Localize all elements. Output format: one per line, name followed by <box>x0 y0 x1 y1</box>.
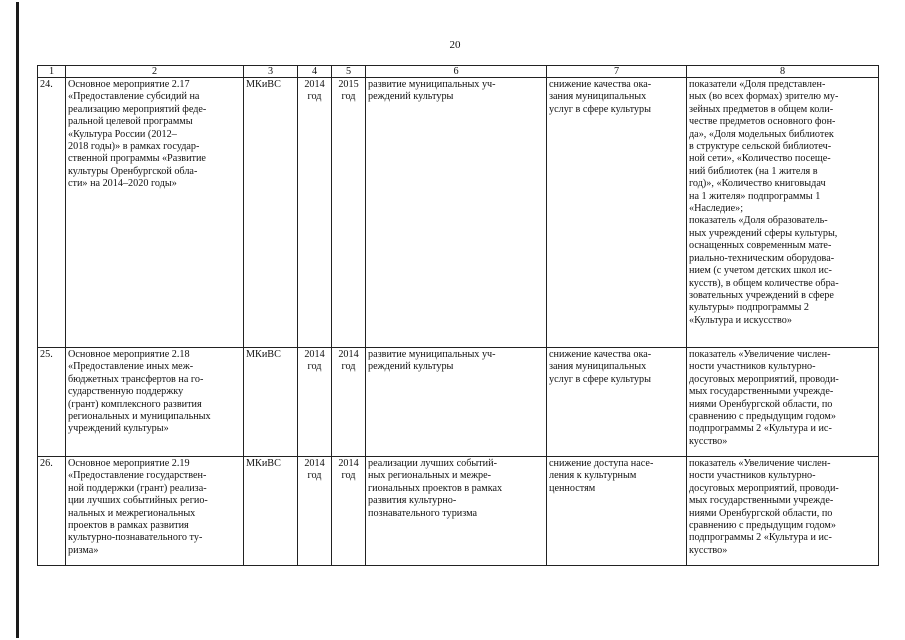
result-cell: развитие муниципальных уч- реждений культуры <box>366 78 547 348</box>
header-cell: 3 <box>244 66 298 78</box>
header-cell: 7 <box>547 66 687 78</box>
end-year-cell: 2015 год <box>332 78 366 348</box>
table-row <box>38 348 879 457</box>
header-cell: 6 <box>366 66 547 78</box>
table-header-row <box>38 66 879 78</box>
end-year-cell: 2014 год <box>332 348 366 457</box>
executor-cell: МКиВС <box>244 78 298 348</box>
row-number: 26. <box>38 457 66 566</box>
table-row <box>38 78 879 348</box>
event-cell: Основное мероприятие 2.19 «Предоставление государствен- ной поддержки (грант) реализа- ции лучших событийных регио- нальных и межрегиональных проектов в рамках развития культурно-познавательного ту- ризма» <box>66 457 244 566</box>
header-cell: 4 <box>298 66 332 78</box>
page-number: 20 <box>449 39 461 51</box>
executor-cell: МКиВС <box>244 348 298 457</box>
page-left-edge <box>16 2 19 638</box>
result-cell: реализации лучших событий- ных региональных и межре- гиональных проектов в рамках развития культурно- познавательного туризма <box>366 457 547 566</box>
table-row <box>38 457 879 566</box>
header-cell: 8 <box>687 66 879 78</box>
start-year-cell: 2014 год <box>298 348 332 457</box>
start-year-cell: 2014 год <box>298 457 332 566</box>
header-cell: 5 <box>332 66 366 78</box>
row-number: 24. <box>38 78 66 348</box>
result-cell: развитие муниципальных уч- реждений культуры <box>366 348 547 457</box>
indicators-cell: показатель «Увеличение числен- ности участников культурно- досуговых мероприятий, проводи- мых государственными учрежде- ниями Оренбургской области, по сравнению с предыдущим годом» подпрограммы 2 «Культура и ис- кусство» <box>687 348 879 457</box>
indicators-cell: показатель «Увеличение числен- ности участников культурно- досуговых мероприятий, проводи- мых государственными учрежде- ниями Оренбургской области, по сравнению с предыдущим годом» подпрограммы 2 «Культура и ис- кусство» <box>687 457 879 566</box>
indicators-cell: показатели «Доля представлен- ных (во всех формах) зрителю му- зейных предметов в общем коли- честве предметов основного фон- да», «Доля модельных библиотек в структуре сельской библиотеч- ной сети», «Количество посеще- ний библиотек (на 1 жителя в год)», «Количество книговыдач на 1 жителя» подпрограммы 1 «Наследие»; показатель «Доля образователь- ных учреждений сферы культуры, оснащенных современным мате- риально-техническим оборудова- нием (с учетом детских школ ис- кусств), в общем количестве обра- зовательных учреждений в сфере культуры» подпрограммы 2 «Культура и искусство» <box>687 78 879 348</box>
consequence-cell: снижение качества ока- зания муниципальных услуг в сфере культуры <box>547 78 687 348</box>
start-year-cell: 2014 год <box>298 78 332 348</box>
end-year-cell: 2014 год <box>332 457 366 566</box>
activities-table <box>37 65 879 566</box>
row-number: 25. <box>38 348 66 457</box>
header-cell: 2 <box>66 66 244 78</box>
event-cell: Основное мероприятие 2.17 «Предоставление субсидий на реализацию мероприятий феде- ральной целевой программы «Культура России (2012– 2018 годы)» в рамках государ- ственной программы «Развитие культуры Оренбургской обла- сти» на 2014–2020 годы» <box>66 78 244 348</box>
consequence-cell: снижение доступа насе- ления к культурным ценностям <box>547 457 687 566</box>
event-cell: Основное мероприятие 2.18 «Предоставление иных меж- бюджетных трансфертов на го- сударственную поддержку (грант) комплексного развития региональных и муниципальных учреждений культуры» <box>66 348 244 457</box>
executor-cell: МКиВС <box>244 457 298 566</box>
header-cell: 1 <box>38 66 66 78</box>
consequence-cell: снижение качества ока- зания муниципальных услуг в сфере культуры <box>547 348 687 457</box>
